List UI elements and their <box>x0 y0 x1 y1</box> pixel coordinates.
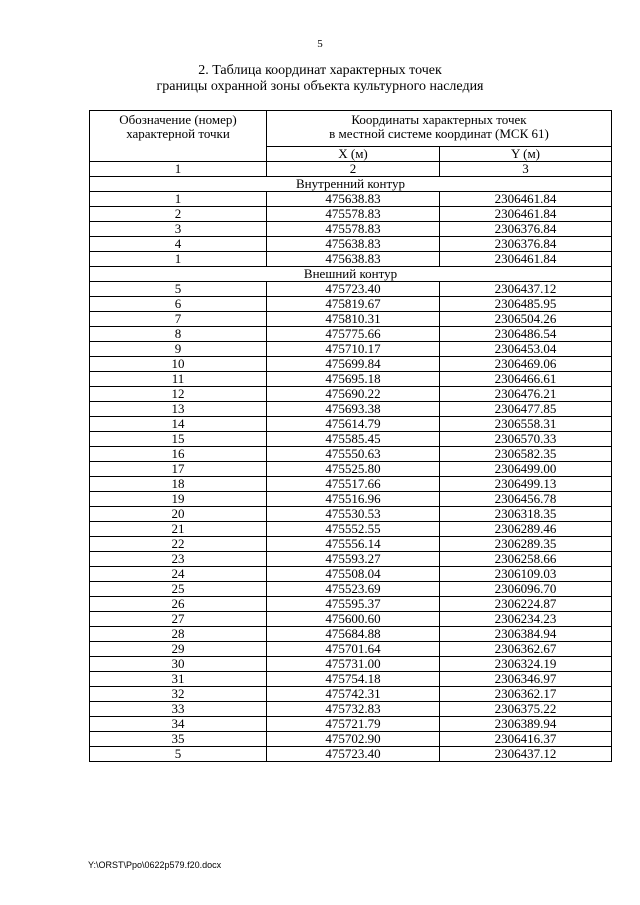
x-coordinate-cell: 475578.83 <box>267 222 440 237</box>
header-y: Y (м) <box>440 147 612 162</box>
title-line-1: 2. Таблица координат характерных точек <box>198 63 442 78</box>
y-coordinate-cell: 2306461.84 <box>440 252 612 267</box>
point-number-cell: 35 <box>90 732 267 747</box>
table-row <box>90 597 612 612</box>
x-coordinate-cell: 475693.38 <box>267 402 440 417</box>
point-number-cell: 9 <box>90 342 267 357</box>
x-coordinate-cell: 475530.53 <box>267 507 440 522</box>
point-number-cell: 33 <box>90 702 267 717</box>
table-row <box>90 657 612 672</box>
point-number-cell: 14 <box>90 417 267 432</box>
table-row <box>90 672 612 687</box>
table-row <box>90 687 612 702</box>
x-coordinate-cell: 475638.83 <box>267 252 440 267</box>
point-number-cell: 27 <box>90 612 267 627</box>
y-coordinate-cell: 2306582.35 <box>440 447 612 462</box>
table-row <box>90 582 612 597</box>
point-number-cell: 22 <box>90 537 267 552</box>
table-row <box>90 207 612 222</box>
section-row <box>90 177 612 192</box>
table-row <box>90 537 612 552</box>
y-coordinate-cell: 2306362.67 <box>440 642 612 657</box>
section-title: Внешний контур <box>90 267 612 282</box>
table-row <box>90 312 612 327</box>
y-coordinate-cell: 2306346.97 <box>440 672 612 687</box>
table-row <box>90 702 612 717</box>
header-designation <box>90 111 267 162</box>
table-row <box>90 297 612 312</box>
point-number-cell: 26 <box>90 597 267 612</box>
table-row <box>90 462 612 477</box>
point-number-cell: 5 <box>90 747 267 762</box>
point-number-cell: 2 <box>90 207 267 222</box>
y-coordinate-cell: 2306375.22 <box>440 702 612 717</box>
y-coordinate-cell: 2306469.06 <box>440 357 612 372</box>
x-coordinate-cell: 475684.88 <box>267 627 440 642</box>
section-title: Внутренний контур <box>90 177 612 192</box>
table-row <box>90 612 612 627</box>
document-title <box>0 63 640 95</box>
point-number-cell: 20 <box>90 507 267 522</box>
header-col-number-3: 3 <box>440 162 612 177</box>
x-coordinate-cell: 475723.40 <box>267 282 440 297</box>
x-coordinate-cell: 475638.83 <box>267 192 440 207</box>
y-coordinate-cell: 2306477.85 <box>440 402 612 417</box>
y-coordinate-cell: 2306416.37 <box>440 732 612 747</box>
y-coordinate-cell: 2306224.87 <box>440 597 612 612</box>
x-coordinate-cell: 475593.27 <box>267 552 440 567</box>
x-coordinate-cell: 475550.63 <box>267 447 440 462</box>
table-row <box>90 192 612 207</box>
table-row <box>90 357 612 372</box>
x-coordinate-cell: 475754.18 <box>267 672 440 687</box>
table-row <box>90 732 612 747</box>
file-path-footer: Y:\ORST\Ppo\0622p579.f20.docx <box>88 860 222 870</box>
x-coordinate-cell: 475600.60 <box>267 612 440 627</box>
x-coordinate-cell: 475701.64 <box>267 642 440 657</box>
point-number-cell: 8 <box>90 327 267 342</box>
header-designation-line-1: Обозначение (номер) <box>119 112 237 127</box>
point-number-cell: 10 <box>90 357 267 372</box>
point-number-cell: 15 <box>90 432 267 447</box>
y-coordinate-cell: 2306096.70 <box>440 582 612 597</box>
point-number-cell: 1 <box>90 252 267 267</box>
x-coordinate-cell: 475690.22 <box>267 387 440 402</box>
point-number-cell: 1 <box>90 192 267 207</box>
y-coordinate-cell: 2306234.23 <box>440 612 612 627</box>
header-designation-line-2: характерной точки <box>126 126 230 141</box>
point-number-cell: 18 <box>90 477 267 492</box>
y-coordinate-cell: 2306499.13 <box>440 477 612 492</box>
y-coordinate-cell: 2306376.84 <box>440 222 612 237</box>
y-coordinate-cell: 2306389.94 <box>440 717 612 732</box>
header-col-number-2: 2 <box>267 162 440 177</box>
y-coordinate-cell: 2306384.94 <box>440 627 612 642</box>
y-coordinate-cell: 2306289.46 <box>440 522 612 537</box>
y-coordinate-cell: 2306318.35 <box>440 507 612 522</box>
x-coordinate-cell: 475525.80 <box>267 462 440 477</box>
point-number-cell: 17 <box>90 462 267 477</box>
x-coordinate-cell: 475810.31 <box>267 312 440 327</box>
table-row <box>90 282 612 297</box>
header-col-number-1: 1 <box>90 162 267 177</box>
y-coordinate-cell: 2306109.03 <box>440 567 612 582</box>
header-coordinates-line-2: в местной системе координат (МСК 61) <box>329 126 549 141</box>
point-number-cell: 32 <box>90 687 267 702</box>
point-number-cell: 6 <box>90 297 267 312</box>
point-number-cell: 29 <box>90 642 267 657</box>
table-row <box>90 492 612 507</box>
point-number-cell: 24 <box>90 567 267 582</box>
table-row <box>90 402 612 417</box>
section-row <box>90 267 612 282</box>
table-row <box>90 417 612 432</box>
point-number-cell: 3 <box>90 222 267 237</box>
table-row <box>90 747 612 762</box>
point-number-cell: 25 <box>90 582 267 597</box>
point-number-cell: 4 <box>90 237 267 252</box>
y-coordinate-cell: 2306362.17 <box>440 687 612 702</box>
y-coordinate-cell: 2306453.04 <box>440 342 612 357</box>
point-number-cell: 30 <box>90 657 267 672</box>
x-coordinate-cell: 475819.67 <box>267 297 440 312</box>
point-number-cell: 31 <box>90 672 267 687</box>
table-row <box>90 372 612 387</box>
point-number-cell: 7 <box>90 312 267 327</box>
x-coordinate-cell: 475721.79 <box>267 717 440 732</box>
table-row <box>90 627 612 642</box>
table-row <box>90 477 612 492</box>
table-row <box>90 522 612 537</box>
x-coordinate-cell: 475695.18 <box>267 372 440 387</box>
table-row <box>90 432 612 447</box>
table-row <box>90 717 612 732</box>
y-coordinate-cell: 2306499.00 <box>440 462 612 477</box>
y-coordinate-cell: 2306461.84 <box>440 207 612 222</box>
table-row <box>90 567 612 582</box>
y-coordinate-cell: 2306437.12 <box>440 747 612 762</box>
page-number: 5 <box>317 38 323 50</box>
header-coordinates-line-1: Координаты характерных точек <box>351 112 527 127</box>
y-coordinate-cell: 2306289.35 <box>440 537 612 552</box>
x-coordinate-cell: 475710.17 <box>267 342 440 357</box>
point-number-cell: 16 <box>90 447 267 462</box>
table-row <box>90 447 612 462</box>
table-row <box>90 237 612 252</box>
x-coordinate-cell: 475578.83 <box>267 207 440 222</box>
y-coordinate-cell: 2306466.61 <box>440 372 612 387</box>
x-coordinate-cell: 475775.66 <box>267 327 440 342</box>
x-coordinate-cell: 475742.31 <box>267 687 440 702</box>
header-x: X (м) <box>267 147 440 162</box>
table-row <box>90 327 612 342</box>
point-number-cell: 19 <box>90 492 267 507</box>
x-coordinate-cell: 475595.37 <box>267 597 440 612</box>
x-coordinate-cell: 475585.45 <box>267 432 440 447</box>
x-coordinate-cell: 475508.04 <box>267 567 440 582</box>
x-coordinate-cell: 475523.69 <box>267 582 440 597</box>
x-coordinate-cell: 475517.66 <box>267 477 440 492</box>
y-coordinate-cell: 2306437.12 <box>440 282 612 297</box>
table-row <box>90 552 612 567</box>
y-coordinate-cell: 2306456.78 <box>440 492 612 507</box>
table-row <box>90 252 612 267</box>
point-number-cell: 5 <box>90 282 267 297</box>
y-coordinate-cell: 2306324.19 <box>440 657 612 672</box>
point-number-cell: 11 <box>90 372 267 387</box>
point-number-cell: 12 <box>90 387 267 402</box>
coordinates-table <box>89 110 612 762</box>
y-coordinate-cell: 2306558.31 <box>440 417 612 432</box>
header-coordinates <box>267 111 612 147</box>
y-coordinate-cell: 2306504.26 <box>440 312 612 327</box>
y-coordinate-cell: 2306376.84 <box>440 237 612 252</box>
x-coordinate-cell: 475732.83 <box>267 702 440 717</box>
y-coordinate-cell: 2306570.33 <box>440 432 612 447</box>
y-coordinate-cell: 2306476.21 <box>440 387 612 402</box>
y-coordinate-cell: 2306485.95 <box>440 297 612 312</box>
point-number-cell: 28 <box>90 627 267 642</box>
y-coordinate-cell: 2306461.84 <box>440 192 612 207</box>
header-row-numbers <box>90 162 612 177</box>
x-coordinate-cell: 475731.00 <box>267 657 440 672</box>
table-row <box>90 642 612 657</box>
x-coordinate-cell: 475556.14 <box>267 537 440 552</box>
point-number-cell: 34 <box>90 717 267 732</box>
x-coordinate-cell: 475723.40 <box>267 747 440 762</box>
table-row <box>90 507 612 522</box>
x-coordinate-cell: 475552.55 <box>267 522 440 537</box>
header-row-main <box>90 111 612 147</box>
y-coordinate-cell: 2306486.54 <box>440 327 612 342</box>
table-row <box>90 342 612 357</box>
point-number-cell: 21 <box>90 522 267 537</box>
y-coordinate-cell: 2306258.66 <box>440 552 612 567</box>
table-body <box>90 177 612 762</box>
point-number-cell: 23 <box>90 552 267 567</box>
table-row <box>90 222 612 237</box>
x-coordinate-cell: 475638.83 <box>267 237 440 252</box>
x-coordinate-cell: 475702.90 <box>267 732 440 747</box>
table-row <box>90 387 612 402</box>
x-coordinate-cell: 475699.84 <box>267 357 440 372</box>
x-coordinate-cell: 475516.96 <box>267 492 440 507</box>
point-number-cell: 13 <box>90 402 267 417</box>
x-coordinate-cell: 475614.79 <box>267 417 440 432</box>
title-line-2: границы охранной зоны объекта культурного наследия <box>156 79 484 94</box>
